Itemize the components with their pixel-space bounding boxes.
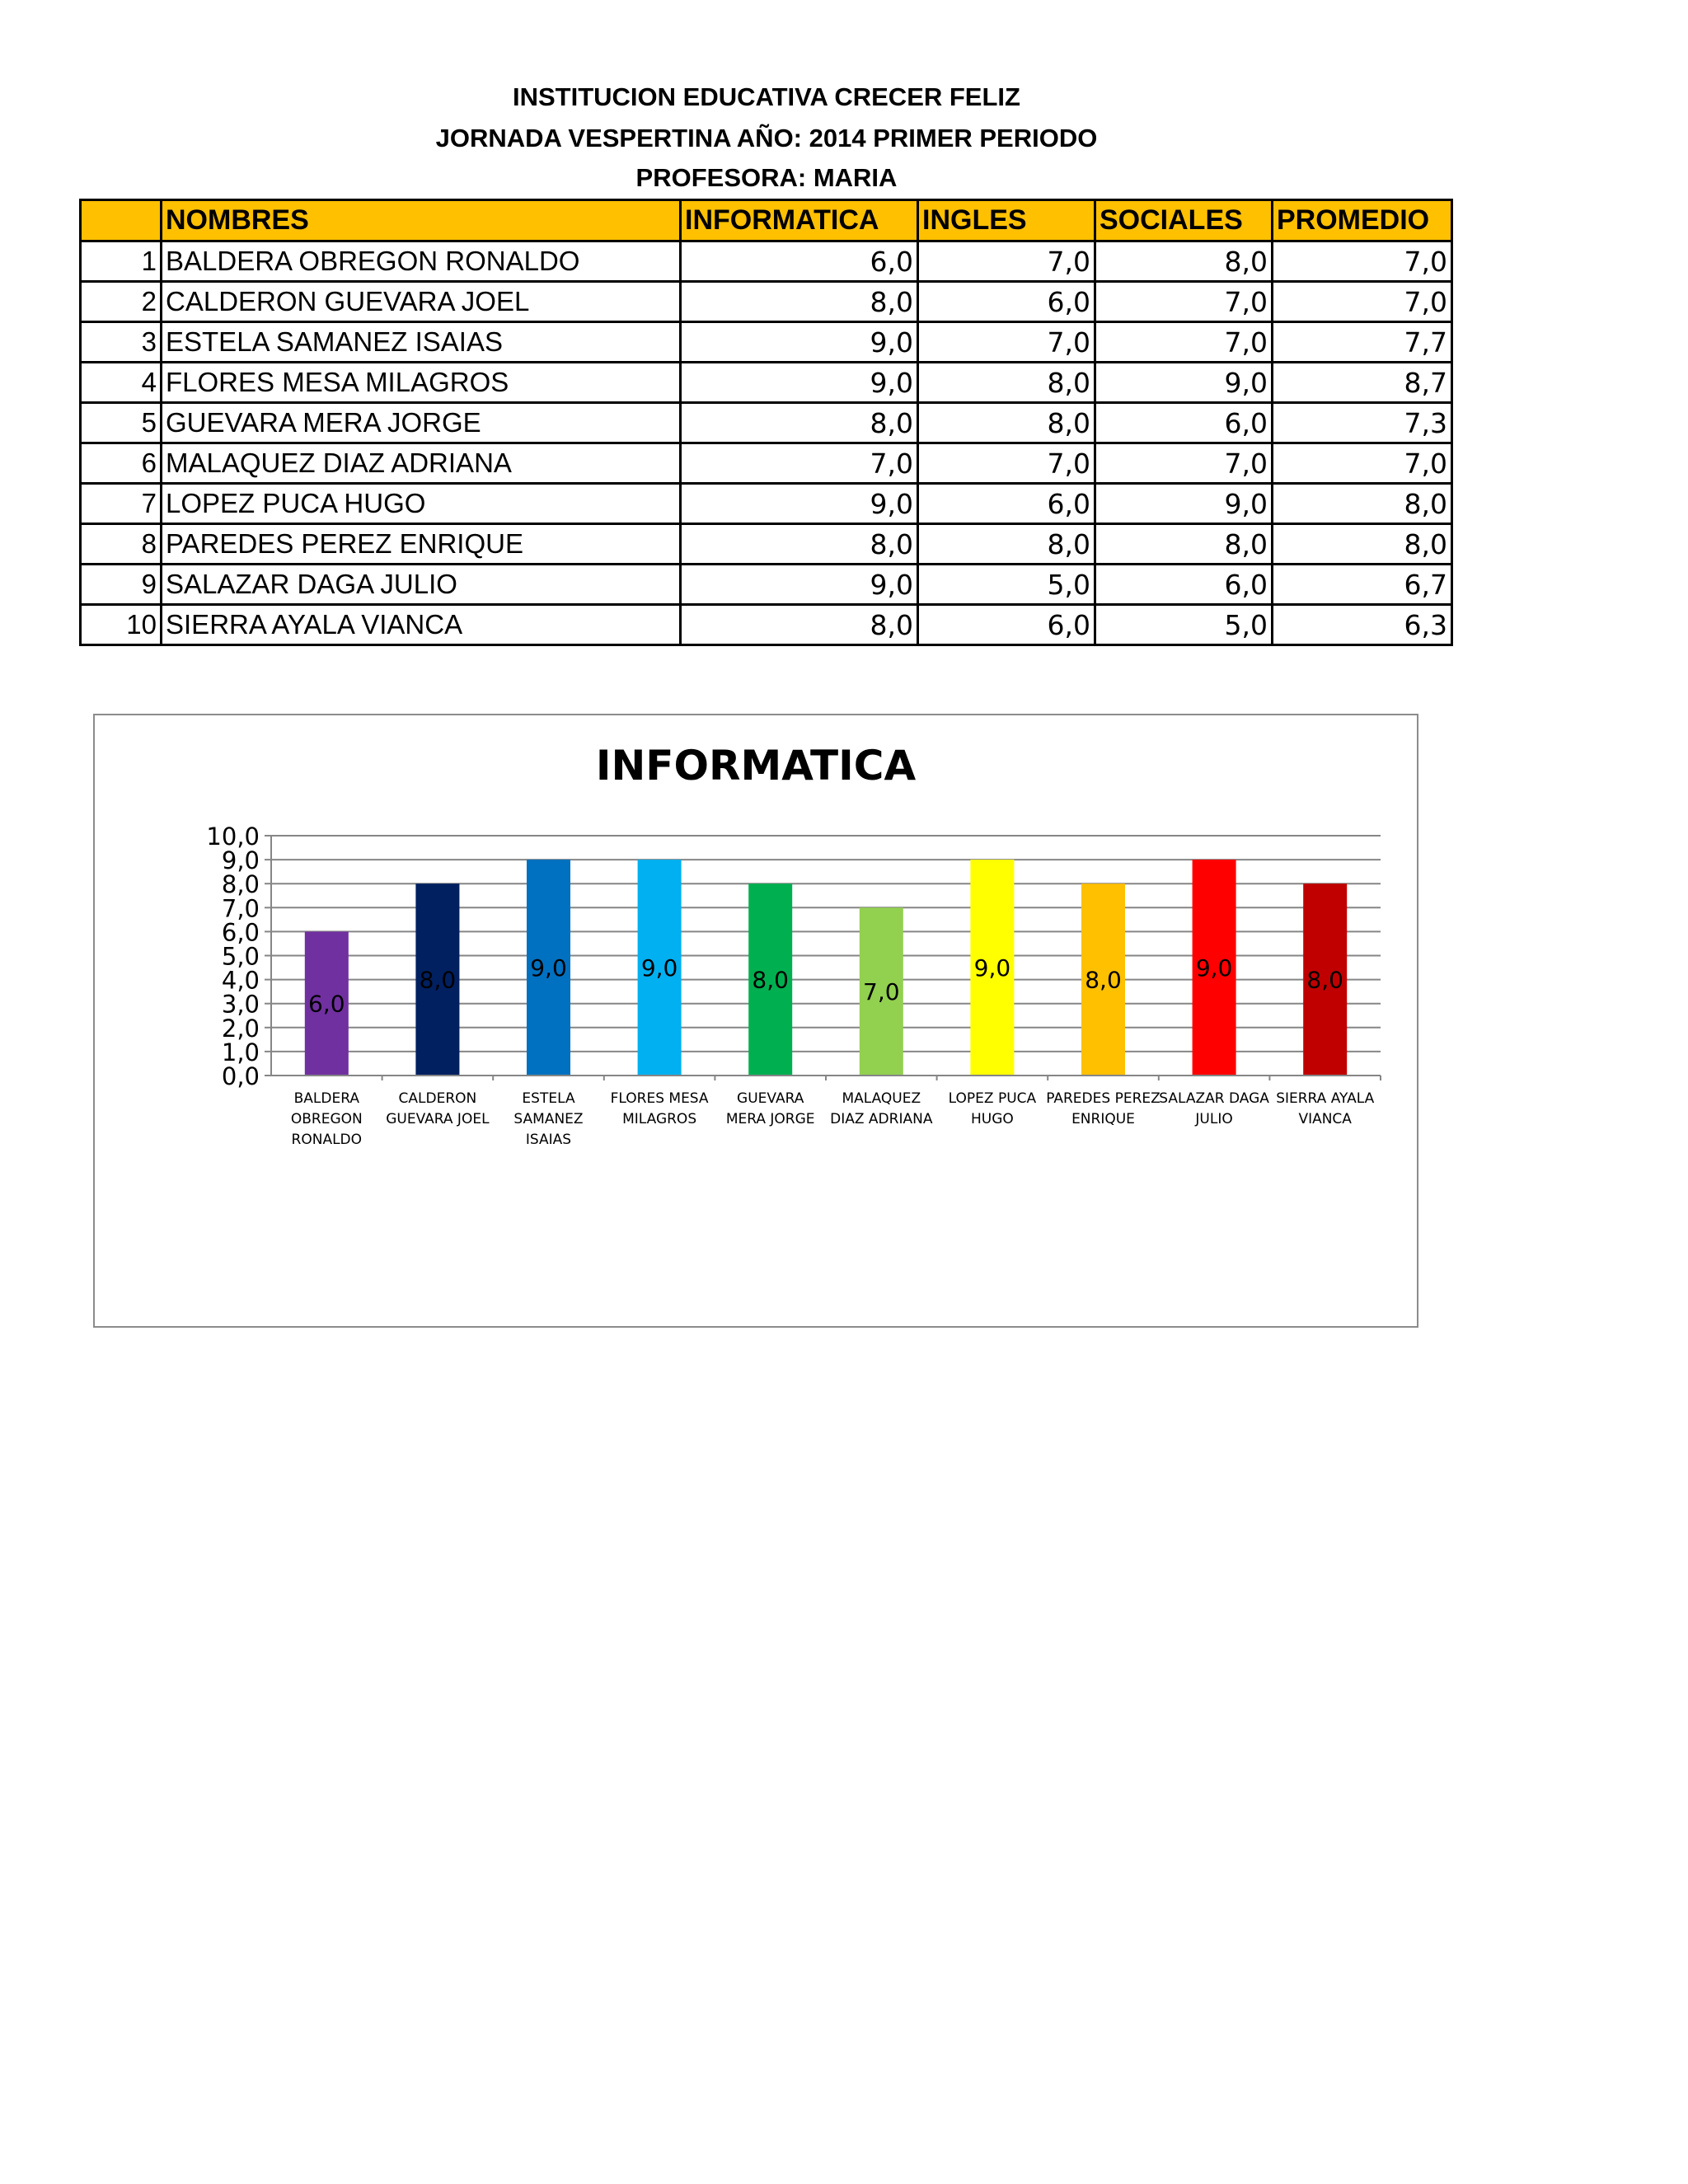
column-header-nombres: NOMBRES (162, 200, 681, 241)
grade-informatica-cell: 8,0 (681, 282, 918, 322)
row-index-cell: 10 (81, 605, 162, 645)
session-period-heading: JORNADA VESPERTINA AÑO: 2014 PRIMER PERIODO (435, 124, 1098, 152)
table-row (81, 322, 1452, 363)
row-index-cell: 7 (81, 484, 162, 524)
grade-ingles-cell: 7,0 (918, 241, 1095, 282)
grade-sociales-cell: 7,0 (1095, 282, 1273, 322)
grade-informatica-cell: 9,0 (681, 363, 918, 403)
row-index-cell: 2 (81, 282, 162, 322)
student-name-cell: CALDERON GUEVARA JOEL (162, 282, 681, 322)
y-tick-label: 0,0 (221, 1062, 260, 1090)
table-header-row (81, 200, 1452, 241)
x-tick-label: RONALDO (291, 1132, 363, 1148)
grade-sociales-cell: 7,0 (1095, 322, 1273, 363)
x-tick-label: GUEVARA (737, 1090, 804, 1107)
row-index-cell: 4 (81, 363, 162, 403)
x-tick-label: ESTELA (522, 1090, 575, 1107)
y-tick-label: 10,0 (206, 823, 260, 851)
x-tick-label: BALDERA (293, 1090, 359, 1107)
row-index-cell: 5 (81, 403, 162, 443)
x-tick-label: OBREGON (290, 1111, 363, 1127)
grade-informatica-cell: 9,0 (681, 484, 918, 524)
table-row (81, 605, 1452, 645)
grade-sociales-cell: 6,0 (1095, 565, 1273, 605)
x-tick-label: SALAZAR DAGA (1159, 1090, 1269, 1107)
data-label: 8,0 (1085, 966, 1122, 994)
student-name-cell: MALAQUEZ DIAZ ADRIANA (162, 443, 681, 484)
student-name-cell: GUEVARA MERA JORGE (162, 403, 681, 443)
grade-promedio-cell: 6,7 (1273, 565, 1452, 605)
grade-informatica-cell: 8,0 (681, 605, 918, 645)
grade-ingles-cell: 6,0 (918, 605, 1095, 645)
table-row (81, 443, 1452, 484)
grade-promedio-cell: 7,7 (1273, 322, 1452, 363)
student-name-cell: SALAZAR DAGA JULIO (162, 565, 681, 605)
x-tick-label: CALDERON (398, 1090, 477, 1107)
column-header-ingles: INGLES (918, 200, 1095, 241)
grade-promedio-cell: 8,0 (1273, 484, 1452, 524)
row-index-cell: 9 (81, 565, 162, 605)
student-name-cell: LOPEZ PUCA HUGO (162, 484, 681, 524)
grade-sociales-cell: 8,0 (1095, 524, 1273, 565)
grades-table (79, 199, 1453, 646)
table-row (81, 241, 1452, 282)
column-header-promedio: PROMEDIO (1273, 200, 1452, 241)
x-tick-label: ENRIQUE (1071, 1111, 1135, 1127)
student-name-cell: PAREDES PEREZ ENRIQUE (162, 524, 681, 565)
student-name-cell: ESTELA SAMANEZ ISAIAS (162, 322, 681, 363)
grade-sociales-cell: 9,0 (1095, 484, 1273, 524)
y-tick-label: 9,0 (221, 846, 260, 875)
x-tick-label: PAREDES PEREZ (1046, 1090, 1160, 1107)
table-row (81, 403, 1452, 443)
data-label: 9,0 (973, 954, 1011, 982)
grade-sociales-cell: 8,0 (1095, 241, 1273, 282)
grade-ingles-cell: 8,0 (918, 524, 1095, 565)
data-label: 6,0 (308, 990, 345, 1018)
grade-ingles-cell: 5,0 (918, 565, 1095, 605)
table-row (81, 565, 1452, 605)
grade-ingles-cell: 7,0 (918, 443, 1095, 484)
grade-sociales-cell: 6,0 (1095, 403, 1273, 443)
x-tick-label: JULIO (1195, 1111, 1233, 1127)
grade-ingles-cell: 6,0 (918, 282, 1095, 322)
bar-chart-svg (95, 715, 1417, 1326)
grade-informatica-cell: 7,0 (681, 443, 918, 484)
y-tick-label: 3,0 (221, 990, 260, 1019)
grade-informatica-cell: 8,0 (681, 524, 918, 565)
grade-promedio-cell: 7,0 (1273, 241, 1452, 282)
grade-ingles-cell: 6,0 (918, 484, 1095, 524)
x-tick-label: HUGO (971, 1111, 1014, 1127)
y-tick-label: 6,0 (221, 918, 260, 947)
grade-promedio-cell: 7,3 (1273, 403, 1452, 443)
grade-sociales-cell: 7,0 (1095, 443, 1273, 484)
column-header-informatica: INFORMATICA (681, 200, 918, 241)
data-label: 8,0 (419, 966, 457, 994)
data-label: 9,0 (640, 954, 678, 982)
student-name-cell: BALDERA OBREGON RONALDO (162, 241, 681, 282)
teacher-heading: PROFESORA: MARIA (635, 163, 898, 192)
row-index-cell: 6 (81, 443, 162, 484)
grade-promedio-cell: 6,3 (1273, 605, 1452, 645)
grade-promedio-cell: 8,7 (1273, 363, 1452, 403)
data-label: 9,0 (1195, 954, 1233, 982)
x-tick-label: MILAGROS (622, 1111, 697, 1127)
x-tick-label: FLORES MESA (610, 1090, 709, 1107)
column-header-sociales: SOCIALES (1095, 200, 1273, 241)
y-tick-label: 8,0 (221, 870, 260, 899)
informatica-chart (93, 714, 1418, 1328)
school-name-heading: INSTITUCION EDUCATIVA CRECER FELIZ (513, 82, 1020, 111)
x-tick-label: VIANCA (1298, 1111, 1352, 1127)
chart-title: INFORMATICA (595, 742, 917, 790)
data-label: 9,0 (530, 954, 567, 982)
grade-informatica-cell: 9,0 (681, 322, 918, 363)
data-label: 8,0 (1306, 966, 1343, 994)
data-label: 7,0 (863, 978, 900, 1006)
x-tick-label: MERA JORGE (725, 1111, 815, 1127)
y-tick-label: 5,0 (221, 942, 260, 971)
x-tick-label: SIERRA AYALA (1276, 1090, 1375, 1107)
x-tick-label: DIAZ ADRIANA (830, 1111, 933, 1127)
x-tick-label: GUEVARA JOEL (386, 1111, 490, 1127)
grade-sociales-cell: 9,0 (1095, 363, 1273, 403)
grade-informatica-cell: 9,0 (681, 565, 918, 605)
y-tick-label: 1,0 (221, 1038, 260, 1066)
grade-ingles-cell: 8,0 (918, 363, 1095, 403)
table-row (81, 484, 1452, 524)
grade-ingles-cell: 7,0 (918, 322, 1095, 363)
y-tick-label: 4,0 (221, 966, 260, 995)
grade-ingles-cell: 8,0 (918, 403, 1095, 443)
y-tick-label: 2,0 (221, 1014, 260, 1043)
row-index-cell: 3 (81, 322, 162, 363)
grade-sociales-cell: 5,0 (1095, 605, 1273, 645)
table-row (81, 363, 1452, 403)
student-name-cell: SIERRA AYALA VIANCA (162, 605, 681, 645)
grade-informatica-cell: 8,0 (681, 403, 918, 443)
table-row (81, 282, 1452, 322)
grade-promedio-cell: 8,0 (1273, 524, 1452, 565)
x-tick-label: SAMANEZ (513, 1111, 584, 1127)
column-header-index (81, 200, 162, 241)
grade-promedio-cell: 7,0 (1273, 282, 1452, 322)
x-tick-label: LOPEZ PUCA (948, 1090, 1037, 1107)
y-tick-label: 7,0 (221, 894, 260, 923)
row-index-cell: 1 (81, 241, 162, 282)
table-row (81, 524, 1452, 565)
grade-promedio-cell: 7,0 (1273, 443, 1452, 484)
x-tick-label: MALAQUEZ (842, 1090, 921, 1107)
x-tick-label: ISAIAS (525, 1132, 572, 1148)
grade-informatica-cell: 6,0 (681, 241, 918, 282)
data-label: 8,0 (752, 966, 789, 994)
student-name-cell: FLORES MESA MILAGROS (162, 363, 681, 403)
row-index-cell: 8 (81, 524, 162, 565)
